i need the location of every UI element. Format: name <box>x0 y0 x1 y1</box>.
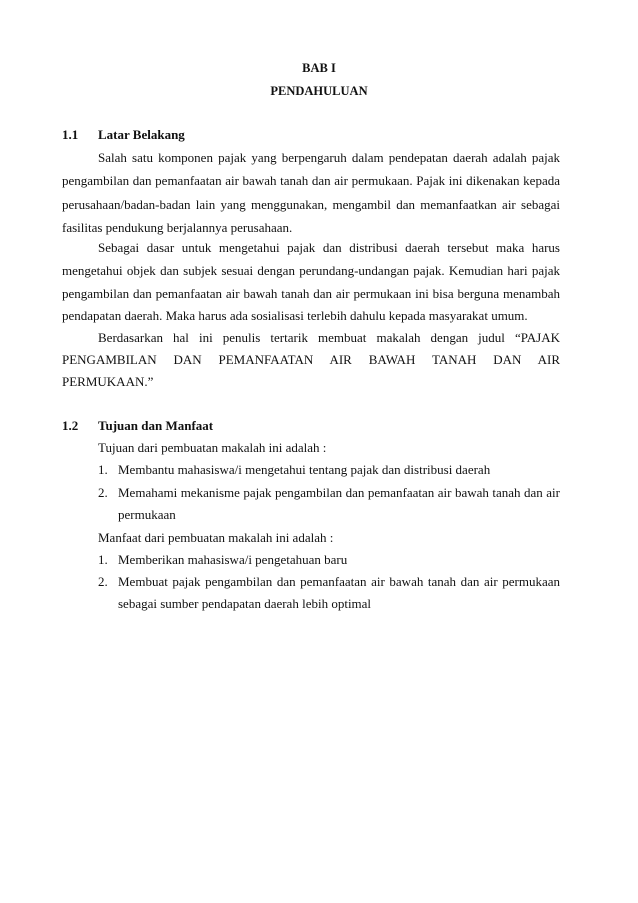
paragraph-line: Sebagai dasar untuk mengetahui pajak dan distribusi daerah tersebut maka harus <box>98 240 560 255</box>
section-number: 1.2 <box>62 418 79 433</box>
list-item: Memahami mekanisme pajak pengambilan dan pemanfaatan air bawah tanah dan air <box>118 485 560 500</box>
paragraph-line: Salah satu komponen pajak yang berpengaruh dalam pendepatan daerah adalah pajak <box>98 150 560 165</box>
section-heading: Tujuan dan Manfaat <box>98 418 214 433</box>
list-item-number: 2. <box>98 574 108 589</box>
list-item: Membuat pajak pengambilan dan pemanfaatan air bawah tanah dan air permukaan <box>118 574 560 589</box>
paragraph-line: fasilitas pendukung berjalannya perusahaan. <box>62 220 293 235</box>
list-item: Membantu mahasiswa/i mengetahui tentang pajak dan distribusi daerah <box>118 462 491 477</box>
section-heading: Latar Belakang <box>98 127 185 142</box>
list-item-number: 1. <box>98 462 108 477</box>
paragraph-line: perusahaan/badan-badan lain yang menggunakan, mengambil dan memanfaatkan air sebagai <box>62 197 560 212</box>
paragraph-line: PENGAMBILAN DAN PEMANFAATAN AIR BAWAH TANAH DAN AIR <box>62 352 560 367</box>
list-item-continued: sebagai sumber pendapatan daerah lebih optimal <box>118 596 372 611</box>
paragraph-line: Berdasarkan hal ini penulis tertarik membuat makalah dengan judul “PAJAK <box>98 330 560 345</box>
list-item-continued: permukaan <box>118 507 176 522</box>
list-item: Memberikan mahasiswa/i pengetahuan baru <box>118 552 348 567</box>
paragraph-line: PERMUKAAN.” <box>62 374 154 389</box>
section-number: 1.1 <box>62 127 79 142</box>
list-intro: Manfaat dari pembuatan makalah ini adalah : <box>98 530 334 545</box>
chapter-label: BAB I <box>302 61 336 75</box>
list-intro: Tujuan dari pembuatan makalah ini adalah : <box>98 440 327 455</box>
paragraph-line: pengambilan dan pemanfaatan air bawah tanah dan air permukaan. Pajak ini dikenakan kepada <box>62 173 560 188</box>
paragraph-line: mengetahui objek dan subjek sesuai dengan perundang-undangan pajak. Kemudian hari pajak <box>62 263 560 278</box>
paragraph-line: pendapatan daerah. Maka harus ada sosialisasi terlebih dahulu kepada masyarakat umum. <box>62 308 528 323</box>
paragraph-line: pengambilan dan pemanfaatan air bawah tanah dan air permukaan ini bisa berguna menambah <box>62 286 560 301</box>
list-item-number: 1. <box>98 552 108 567</box>
list-item-number: 2. <box>98 485 108 500</box>
chapter-title: PENDAHULUAN <box>270 84 368 98</box>
